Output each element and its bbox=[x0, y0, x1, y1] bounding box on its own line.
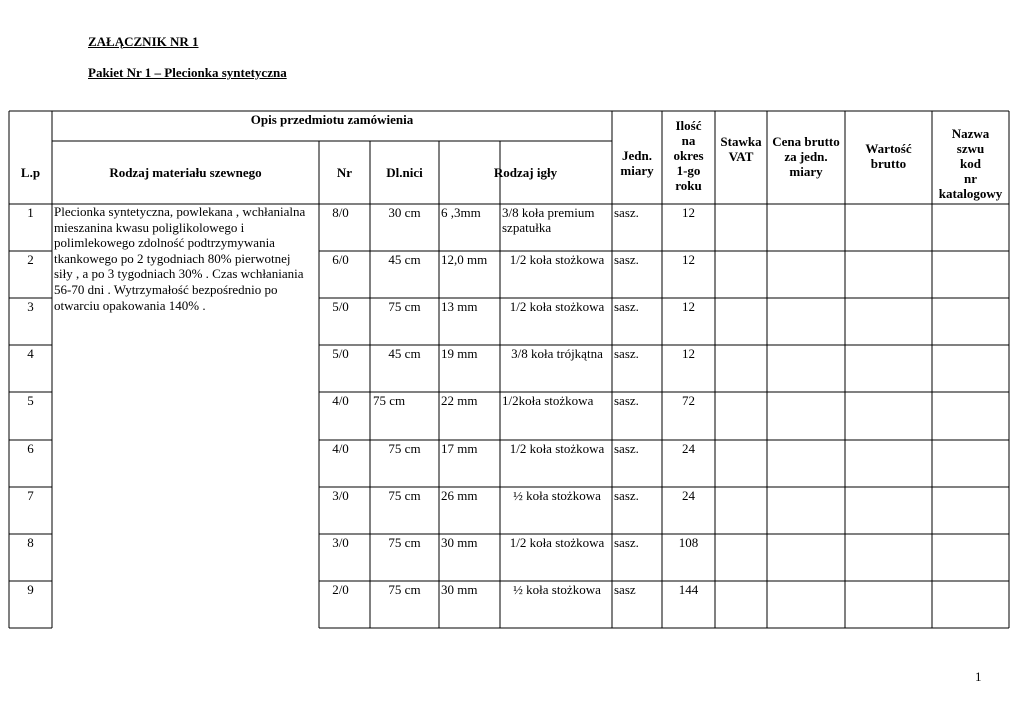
row-needle-type-line: 3/8 koła trójkątna bbox=[511, 346, 603, 361]
row-needle-type-line: 1/2koła stożkowa bbox=[502, 393, 594, 408]
row-needle-type-line: ½ koła stożkowa bbox=[513, 582, 601, 597]
row-lp: 1 bbox=[27, 205, 34, 220]
header-lp: L.p bbox=[20, 165, 41, 180]
header-dl-nici: Dl.nici bbox=[386, 165, 423, 180]
row-qty: 144 bbox=[678, 582, 699, 597]
row-needle-type bbox=[502, 582, 612, 597]
row-nr: 2/0 bbox=[332, 582, 349, 597]
row-needle-size: 6 ,3mm bbox=[441, 205, 481, 220]
row-needle-type bbox=[502, 535, 612, 550]
header-value-line: brutto bbox=[870, 156, 907, 171]
header-price-line: Cena brutto bbox=[772, 134, 840, 149]
row-needle-type bbox=[502, 393, 612, 408]
row-unit: sasz. bbox=[614, 393, 639, 408]
row-dl-nici: 30 cm bbox=[388, 205, 421, 220]
row-dl-nici: 45 cm bbox=[388, 346, 421, 361]
row-needle-type bbox=[502, 299, 612, 314]
row-qty: 12 bbox=[682, 299, 695, 314]
description-line: 56-70 dni . Wytrzymałość bezpośrednio po bbox=[54, 281, 278, 297]
header-nr: Nr bbox=[336, 165, 353, 180]
row-unit: sasz. bbox=[614, 205, 639, 220]
header-vat bbox=[715, 134, 767, 164]
header-needle: Rodzaj igły bbox=[493, 165, 558, 180]
row-nr: 4/0 bbox=[332, 441, 349, 456]
description-line: otwarciu opakowania 140% . bbox=[54, 297, 206, 313]
row-nr: 5/0 bbox=[332, 299, 349, 314]
row-unit: sasz bbox=[614, 582, 636, 597]
row-needle-size: 26 mm bbox=[441, 488, 478, 503]
header-unit-line: Jedn. bbox=[622, 148, 652, 163]
description-line: Plecionka syntetyczna, powlekana , wchłanialna bbox=[54, 204, 306, 219]
row-needle-type-line: 3/8 koła premium bbox=[502, 205, 595, 220]
row-unit: sasz. bbox=[614, 488, 639, 503]
header-qty-line: okres bbox=[673, 148, 704, 163]
row-dl-nici: 75 cm bbox=[388, 441, 421, 456]
header-qty-line: roku bbox=[675, 178, 702, 193]
header-unit-line: miary bbox=[620, 163, 654, 178]
row-dl-nici: 75 cm bbox=[388, 582, 421, 597]
row-needle-type-line: 1/2 koła stożkowa bbox=[509, 441, 605, 456]
row-nr: 8/0 bbox=[332, 205, 349, 220]
row-qty: 108 bbox=[678, 535, 699, 550]
header-vat-line: Stawka bbox=[720, 134, 762, 149]
header-qty-line: Ilość bbox=[675, 118, 702, 133]
header-value bbox=[845, 141, 932, 171]
row-needle-type bbox=[502, 441, 612, 456]
header-name-line: Nazwa bbox=[951, 126, 990, 141]
row-needle-type-line: 1/2 koła stożkowa bbox=[509, 299, 605, 314]
header-price-line: za jedn. bbox=[784, 149, 828, 164]
row-nr: 3/0 bbox=[332, 488, 349, 503]
header-value-line: Wartość bbox=[865, 141, 912, 156]
row-nr: 4/0 bbox=[332, 393, 349, 408]
row-needle-size: 22 mm bbox=[441, 393, 478, 408]
description-line: polimlekowego zdolność podtrzymywania bbox=[54, 235, 275, 251]
row-needle-size: 13 mm bbox=[441, 299, 478, 314]
header-name-line: katalogowy bbox=[938, 186, 1003, 201]
row-unit: sasz. bbox=[614, 299, 639, 314]
row-unit: sasz. bbox=[614, 346, 639, 361]
material-description bbox=[54, 204, 318, 313]
row-qty: 12 bbox=[682, 252, 695, 267]
document-title: ZAŁĄCZNIK NR 1 bbox=[88, 34, 199, 49]
header-vat-line: VAT bbox=[728, 149, 754, 164]
row-nr: 3/0 bbox=[332, 535, 349, 550]
row-lp: 5 bbox=[27, 393, 34, 408]
row-dl-nici: 75 cm bbox=[388, 535, 421, 550]
row-dl-nici: 75 cm bbox=[388, 299, 421, 314]
description-line: mieszanina kwasu poliglikolowego i bbox=[54, 219, 245, 235]
row-dl-nici: 75 cm bbox=[388, 488, 421, 503]
row-qty: 12 bbox=[682, 205, 695, 220]
row-dl-nici: 75 cm bbox=[373, 393, 406, 408]
row-lp: 6 bbox=[27, 441, 34, 456]
header-qty bbox=[662, 118, 715, 193]
header-material: Rodzaj materiału szewnego bbox=[109, 165, 262, 180]
row-needle-size: 30 mm bbox=[441, 535, 478, 550]
header-unit bbox=[612, 148, 662, 178]
header-qty-line: na bbox=[681, 133, 696, 148]
row-needle-size: 30 mm bbox=[441, 582, 478, 597]
row-qty: 24 bbox=[682, 441, 695, 456]
header-name-line: szwu bbox=[956, 141, 985, 156]
row-lp: 2 bbox=[27, 252, 34, 267]
row-unit: sasz. bbox=[614, 535, 639, 550]
row-needle-size: 19 mm bbox=[441, 346, 478, 361]
description-line: tkankowego po 2 tygodniach 80% pierwotnej bbox=[54, 250, 291, 266]
header-name-line: nr bbox=[964, 171, 977, 186]
row-qty: 72 bbox=[682, 393, 695, 408]
row-qty: 12 bbox=[682, 346, 695, 361]
row-lp: 3 bbox=[27, 299, 34, 314]
header-price bbox=[767, 134, 845, 179]
header-name-line: kod bbox=[960, 156, 981, 171]
row-needle-type bbox=[502, 488, 612, 503]
document-subtitle: Pakiet Nr 1 – Plecionka syntetyczna bbox=[88, 65, 287, 80]
row-unit: sasz. bbox=[614, 252, 639, 267]
row-needle-type-line: szpatułka bbox=[502, 220, 552, 235]
header-group-opis: Opis przedmiotu zamówienia bbox=[250, 112, 414, 127]
row-lp: 8 bbox=[27, 535, 34, 550]
page-number: 1 bbox=[975, 669, 982, 684]
row-needle-type-line: 1/2 koła stożkowa bbox=[509, 252, 605, 267]
row-lp: 4 bbox=[27, 346, 34, 361]
row-needle-type bbox=[502, 205, 612, 235]
header-qty-line: 1-go bbox=[676, 163, 701, 178]
header-name bbox=[932, 126, 1009, 201]
row-unit: sasz. bbox=[614, 441, 639, 456]
row-needle-type-line: 1/2 koła stożkowa bbox=[509, 535, 605, 550]
row-nr: 6/0 bbox=[332, 252, 349, 267]
row-needle-size: 17 mm bbox=[441, 441, 478, 456]
row-nr: 5/0 bbox=[332, 346, 349, 361]
row-needle-size: 12,0 mm bbox=[441, 252, 488, 267]
row-dl-nici: 45 cm bbox=[388, 252, 421, 267]
header-price-line: miary bbox=[789, 164, 823, 179]
row-qty: 24 bbox=[682, 488, 695, 503]
row-needle-type bbox=[502, 346, 612, 361]
row-lp: 7 bbox=[27, 488, 34, 503]
row-lp: 9 bbox=[27, 582, 34, 597]
description-line: siły , a po 3 tygodniach 30% . Czas wchłaniania bbox=[54, 266, 304, 282]
row-needle-type bbox=[502, 252, 612, 267]
row-needle-type-line: ½ koła stożkowa bbox=[513, 488, 601, 503]
